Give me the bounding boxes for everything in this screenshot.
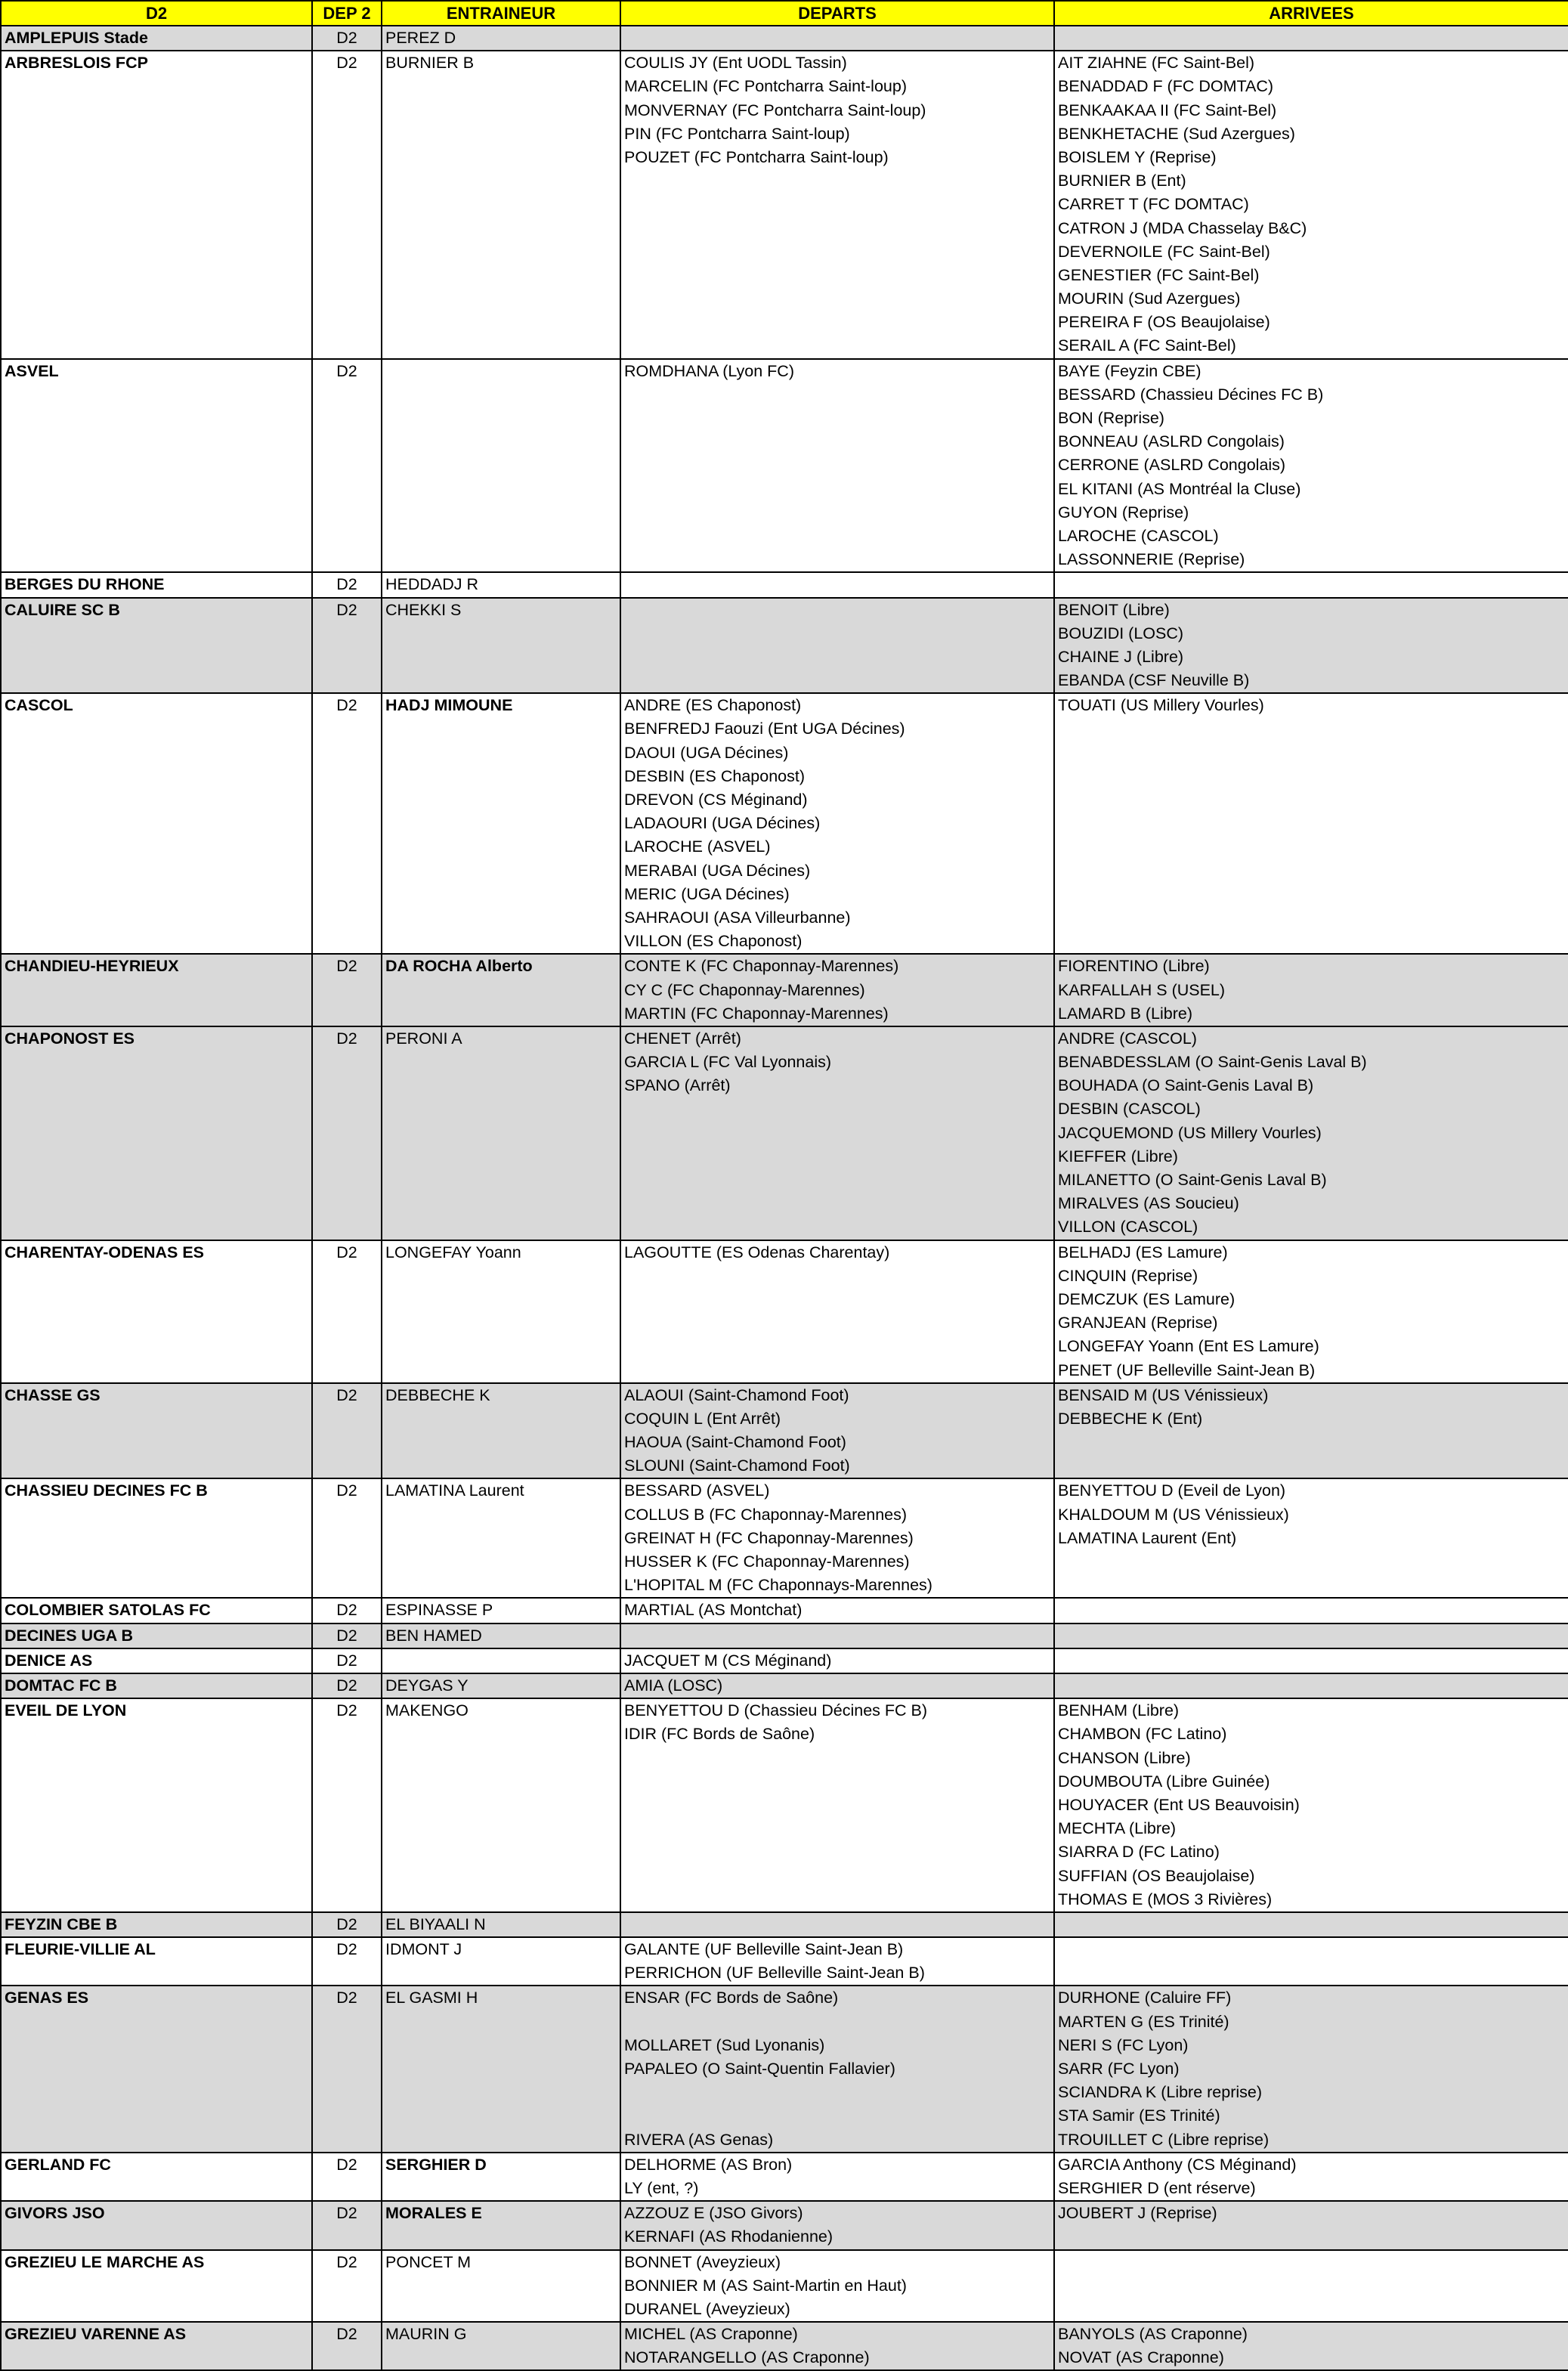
coach-name: LAMATINA Laurent — [382, 1478, 620, 1598]
arrivals-item: STA Samir (ES Trinité) — [1058, 2106, 1220, 2125]
arrivals — [1054, 359, 1568, 573]
division-level: D2 — [312, 2153, 382, 2201]
arrivals — [1054, 1026, 1568, 1240]
division-level: D2 — [312, 1598, 382, 1623]
departures-item: DELHORME (AS Bron) — [624, 2155, 793, 2174]
club-name: COLOMBIER SATOLAS FC — [1, 1598, 312, 1623]
arrivals-item: BESSARD (Chassieu Décines FC B) — [1058, 385, 1324, 404]
departures-item: L'HOPITAL M (FC Chaponnays-Marennes) — [624, 1576, 932, 1595]
coach-name: DEYGAS Y — [382, 1673, 620, 1698]
departures-item: ALAOUI (Saint-Chamond Foot) — [624, 1385, 849, 1404]
departures — [620, 1623, 1054, 1648]
club-name: GENAS ES — [1, 1986, 312, 2152]
division-level: D2 — [312, 1698, 382, 1912]
club-name: GIVORS JSO — [1, 2201, 312, 2249]
table-row — [1, 2322, 1568, 2370]
coach-name: MAURIN G — [382, 2322, 620, 2370]
arrivals — [1054, 1478, 1568, 1598]
arrivals-item: BON (Reprise) — [1058, 409, 1164, 428]
arrivals — [1054, 1383, 1568, 1479]
arrivals-item: BENYETTOU D (Eveil de Lyon) — [1058, 1481, 1286, 1500]
departures-item: HUSSER K (FC Chaponnay-Marennes) — [624, 1552, 910, 1571]
departures — [620, 572, 1054, 597]
departures — [620, 1937, 1054, 1986]
club-name: GREZIEU LE MARCHE AS — [1, 2250, 312, 2323]
coach-name: HADJ MIMOUNE — [382, 693, 620, 954]
departures-item: DESBIN (ES Chaponost) — [624, 766, 805, 785]
departures-item: LADAOURI (UGA Décines) — [624, 814, 821, 833]
arrivals-item: CARRET T (FC DOMTAC) — [1058, 195, 1249, 214]
table-row — [1, 1648, 1568, 1673]
departures-item: DURANEL (Aveyzieux) — [624, 2299, 790, 2318]
arrivals-item: AIT ZIAHNE (FC Saint-Bel) — [1058, 54, 1255, 73]
coach-name: PERONI A — [382, 1026, 620, 1240]
arrivals-item: GRANJEAN (Reprise) — [1058, 1314, 1218, 1333]
division-level: D2 — [312, 2322, 382, 2370]
arrivals — [1054, 2250, 1568, 2323]
arrivals-item: CINQUIN (Reprise) — [1058, 1266, 1198, 1285]
coach-name: HEDDADJ R — [382, 572, 620, 597]
departures-item: BESSARD (ASVEL) — [624, 1481, 770, 1500]
arrivals-item: SERGHIER D (ent réserve) — [1058, 2178, 1256, 2197]
header-departures: DEPARTS — [620, 1, 1054, 26]
header-level: DEP 2 — [312, 1, 382, 26]
club-name: DOMTAC FC B — [1, 1673, 312, 1698]
departures-item: MARTIN (FC Chaponnay-Marennes) — [624, 1004, 889, 1023]
departures-item: NOTARANGELLO (AS Craponne) — [624, 2348, 870, 2367]
division-level: D2 — [312, 359, 382, 573]
departures-item: PIN (FC Pontcharra Saint-loup) — [624, 124, 850, 143]
arrivals-item: BENSAID M (US Vénissieux) — [1058, 1385, 1269, 1404]
arrivals-item: SARR (FC Lyon) — [1058, 2060, 1180, 2078]
arrivals-item: SUFFIAN (OS Beaujolaise) — [1058, 1866, 1255, 1885]
arrivals-item: BENOIT (Libre) — [1058, 600, 1170, 619]
arrivals-item: BENHAM (Libre) — [1058, 1701, 1180, 1720]
departures-item: MONVERNAY (FC Pontcharra Saint-loup) — [624, 101, 926, 119]
departures-item: PAPALEO (O Saint-Quentin Fallavier) — [624, 2060, 895, 2078]
arrivals-item: LONGEFAY Yoann (Ent ES Lamure) — [1058, 1337, 1319, 1356]
table-row — [1, 1240, 1568, 1383]
club-name: ASVEL — [1, 359, 312, 573]
departures-item: SPANO (Arrêt) — [624, 1076, 731, 1095]
departures-item: BONNIER M (AS Saint-Martin en Haut) — [624, 2276, 907, 2295]
arrivals — [1054, 2322, 1568, 2370]
arrivals-item: DEMCZUK (ES Lamure) — [1058, 1289, 1236, 1308]
departures — [620, 1598, 1054, 1623]
arrivals-item: KHALDOUM M (US Vénissieux) — [1058, 1505, 1289, 1524]
table-row — [1, 598, 1568, 694]
arrivals — [1054, 1623, 1568, 1648]
arrivals-item: GARCIA Anthony (CS Méginand) — [1058, 2155, 1297, 2174]
arrivals-item: BAYE (Feyzin CBE) — [1058, 361, 1202, 380]
coach-name: PONCET M — [382, 2250, 620, 2323]
departures-item: MOLLARET (Sud Lyonanis) — [624, 2035, 825, 2054]
arrivals — [1054, 572, 1568, 597]
arrivals-item: BENKHETACHE (Sud Azergues) — [1058, 124, 1295, 143]
departures-item: JACQUET M (CS Méginand) — [624, 1651, 832, 1670]
table-row — [1, 572, 1568, 597]
arrivals-item: BOISLEM Y (Reprise) — [1058, 147, 1217, 166]
coach-name: BEN HAMED — [382, 1623, 620, 1648]
arrivals-item: LAMATINA Laurent (Ent) — [1058, 1528, 1237, 1547]
table-row — [1, 1598, 1568, 1623]
arrivals-item: MILANETTO (O Saint-Genis Laval B) — [1058, 1171, 1327, 1190]
departures-item: MERABAI (UGA Décines) — [624, 861, 811, 880]
departures-item: GREINAT H (FC Chaponnay-Marennes) — [624, 1528, 914, 1547]
coach-name: DEBBECHE K — [382, 1383, 620, 1479]
table-row — [1, 1986, 1568, 2152]
coach-name: EL GASMI H — [382, 1986, 620, 2152]
arrivals-item: LASSONNERIE (Reprise) — [1058, 550, 1245, 569]
club-name: AMPLEPUIS Stade — [1, 26, 312, 51]
club-name: ARBRESLOIS FCP — [1, 51, 312, 358]
arrivals-item: BOUZIDI (LOSC) — [1058, 624, 1184, 642]
table-row — [1, 1937, 1568, 1986]
arrivals-item: MIRALVES (AS Soucieu) — [1058, 1194, 1239, 1213]
division-level: D2 — [312, 1673, 382, 1698]
division-level: D2 — [312, 598, 382, 694]
departures — [620, 1478, 1054, 1598]
club-name: CHARENTAY-ODENAS ES — [1, 1240, 312, 1383]
departures — [620, 2250, 1054, 2323]
departures-item: IDIR (FC Bords de Saône) — [624, 1725, 815, 1744]
division-level: D2 — [312, 1240, 382, 1383]
table-row — [1, 359, 1568, 573]
departures-item: GARCIA L (FC Val Lyonnais) — [624, 1053, 832, 1072]
departures — [620, 693, 1054, 954]
departures-item: VILLON (ES Chaponost) — [624, 932, 803, 951]
arrivals-item: LAROCHE (CASCOL) — [1058, 526, 1219, 545]
arrivals-item: BONNEAU (ASLRD Congolais) — [1058, 432, 1285, 451]
arrivals-item: DURHONE (Caluire FF) — [1058, 1989, 1232, 2007]
arrivals-item: MECHTA (Libre) — [1058, 1819, 1177, 1838]
coach-name: DA ROCHA Alberto — [382, 954, 620, 1026]
club-name: EVEIL DE LYON — [1, 1698, 312, 1912]
club-name: FLEURIE-VILLIE AL — [1, 1937, 312, 1986]
departures-item: GALANTE (UF Belleville Saint-Jean B) — [624, 1940, 904, 1959]
arrivals — [1054, 1912, 1568, 1937]
division-level: D2 — [312, 1026, 382, 1240]
arrivals-item: BENABDESSLAM (O Saint-Genis Laval B) — [1058, 1053, 1367, 1072]
coach-name — [382, 1648, 620, 1673]
departures-item: CONTE K (FC Chaponnay-Marennes) — [624, 957, 899, 976]
departures-item: RIVERA (AS Genas) — [624, 2130, 774, 2149]
arrivals-item: SERAIL A (FC Saint-Bel) — [1058, 336, 1236, 355]
club-name: CHANDIEU-HEYRIEUX — [1, 954, 312, 1026]
departures-item: LAROCHE (ASVEL) — [624, 837, 771, 856]
division-level: D2 — [312, 51, 382, 358]
arrivals-item: ANDRE (CASCOL) — [1058, 1029, 1197, 1048]
departures-item: BENFREDJ Faouzi (Ent UGA Décines) — [624, 720, 905, 738]
departures-item: CHENET (Arrêt) — [624, 1029, 741, 1048]
departures-item: LAGOUTTE (ES Odenas Charentay) — [624, 1243, 890, 1261]
division-level: D2 — [312, 1623, 382, 1648]
arrivals-item: MARTEN G (ES Trinité) — [1058, 2012, 1229, 2031]
arrivals-item: FIORENTINO (Libre) — [1058, 957, 1210, 976]
division-level: D2 — [312, 1648, 382, 1673]
arrivals-item: PENET (UF Belleville Saint-Jean B) — [1058, 1360, 1316, 1379]
arrivals — [1054, 693, 1568, 954]
arrivals-item: LAMARD B (Libre) — [1058, 1004, 1193, 1023]
arrivals-item: EBANDA (CSF Neuville B) — [1058, 671, 1250, 690]
coach-name: PEREZ D — [382, 26, 620, 51]
departures — [620, 954, 1054, 1026]
coach-name — [382, 359, 620, 573]
table-row — [1, 1026, 1568, 1240]
coach-name: MAKENGO — [382, 1698, 620, 1912]
departures-item: POUZET (FC Pontcharra Saint-loup) — [624, 147, 889, 166]
arrivals-item: KARFALLAH S (USEL) — [1058, 980, 1226, 999]
departures — [620, 1383, 1054, 1479]
header-club: D2 — [1, 1, 312, 26]
club-name: GREZIEU VARENNE AS — [1, 2322, 312, 2370]
departures-item — [624, 2081, 1053, 2104]
coach-name: LONGEFAY Yoann — [382, 1240, 620, 1383]
departures-item: MARCELIN (FC Pontcharra Saint-loup) — [624, 77, 907, 96]
arrivals-item: GENESTIER (FC Saint-Bel) — [1058, 265, 1260, 284]
arrivals-item: VILLON (CASCOL) — [1058, 1218, 1198, 1237]
coach-name: SERGHIER D — [382, 2153, 620, 2201]
table-row — [1, 1478, 1568, 1598]
departures — [620, 1986, 1054, 2152]
club-name: CASCOL — [1, 693, 312, 954]
departures-item: SLOUNI (Saint-Chamond Foot) — [624, 1456, 850, 1475]
coach-name: ESPINASSE P — [382, 1598, 620, 1623]
departures — [620, 2153, 1054, 2201]
arrivals-item: TOUATI (US Millery Vourles) — [1058, 696, 1264, 715]
departures — [620, 1673, 1054, 1698]
departures-item — [624, 2010, 1053, 2034]
club-name: CHASSIEU DECINES FC B — [1, 1478, 312, 1598]
departures — [620, 51, 1054, 358]
table-row — [1, 1623, 1568, 1648]
coach-name: CHEKKI S — [382, 598, 620, 694]
table-row — [1, 693, 1568, 954]
arrivals-item: HOUYACER (Ent US Beauvoisin) — [1058, 1795, 1300, 1814]
coach-name: IDMONT J — [382, 1937, 620, 1986]
arrivals-item: SIARRA D (FC Latino) — [1058, 1843, 1220, 1862]
division-level: D2 — [312, 1937, 382, 1986]
arrivals-item: NOVAT (AS Craponne) — [1058, 2348, 1224, 2367]
club-name: CHAPONOST ES — [1, 1026, 312, 1240]
arrivals-item: JOUBERT J (Reprise) — [1058, 2204, 1217, 2223]
departures-item: AMIA (LOSC) — [624, 1676, 723, 1695]
coach-name: EL BIYAALI N — [382, 1912, 620, 1937]
table-row — [1, 51, 1568, 358]
departures — [620, 26, 1054, 51]
departures-item: ENSAR (FC Bords de Saône) — [624, 1989, 839, 2007]
table-row — [1, 1383, 1568, 1479]
arrivals-item: BENADDAD F (FC DOMTAC) — [1058, 77, 1274, 96]
arrivals — [1054, 2201, 1568, 2249]
arrivals-item: THOMAS E (MOS 3 Rivières) — [1058, 1890, 1273, 1908]
coach-name: BURNIER B — [382, 51, 620, 358]
arrivals — [1054, 1698, 1568, 1912]
departures-item: COQUIN L (Ent Arrêt) — [624, 1409, 781, 1428]
departures-item: PERRICHON (UF Belleville Saint-Jean B) — [624, 1964, 925, 1983]
club-name: CALUIRE SC B — [1, 598, 312, 694]
departures — [620, 1912, 1054, 1937]
departures — [620, 1698, 1054, 1912]
departures-item: MARTIAL (AS Montchat) — [624, 1601, 803, 1620]
arrivals-item: GUYON (Reprise) — [1058, 503, 1189, 522]
table-row — [1, 954, 1568, 1026]
departures-item: MICHEL (AS Craponne) — [624, 2325, 798, 2344]
arrivals-item: CERRONE (ASLRD Congolais) — [1058, 456, 1286, 475]
departures-item: BONNET (Aveyzieux) — [624, 2252, 781, 2271]
departures-item: ANDRE (ES Chaponost) — [624, 696, 802, 715]
division-level: D2 — [312, 2250, 382, 2323]
departures-item: KERNAFI (AS Rhodanienne) — [624, 2227, 833, 2246]
arrivals-item: BANYOLS (AS Craponne) — [1058, 2325, 1248, 2344]
arrivals-item: BOUHADA (O Saint-Genis Laval B) — [1058, 1076, 1314, 1095]
arrivals — [1054, 954, 1568, 1026]
departures-item: DAOUI (UGA Décines) — [624, 743, 789, 762]
header-coach: ENTRAINEUR — [382, 1, 620, 26]
arrivals — [1054, 2153, 1568, 2201]
arrivals — [1054, 1648, 1568, 1673]
arrivals — [1054, 1673, 1568, 1698]
division-level: D2 — [312, 954, 382, 1026]
arrivals-item: EL KITANI (AS Montréal la Cluse) — [1058, 479, 1301, 498]
division-level: D2 — [312, 2201, 382, 2249]
arrivals — [1054, 26, 1568, 51]
arrivals — [1054, 1240, 1568, 1383]
club-name: DENICE AS — [1, 1648, 312, 1673]
arrivals-item: CHAINE J (Libre) — [1058, 647, 1184, 666]
departures — [620, 2322, 1054, 2370]
departures-item — [624, 2104, 1053, 2128]
division-level: D2 — [312, 693, 382, 954]
division-level: D2 — [312, 1912, 382, 1937]
departures-item: BENYETTOU D (Chassieu Décines FC B) — [624, 1701, 928, 1720]
arrivals-item: SCIANDRA K (Libre reprise) — [1058, 2083, 1263, 2102]
departures-item: COULIS JY (Ent UODL Tassin) — [624, 54, 847, 73]
table-row — [1, 2201, 1568, 2249]
arrivals-item: CHAMBON (FC Latino) — [1058, 1725, 1227, 1744]
division-level: D2 — [312, 1986, 382, 2152]
departures-item: COLLUS B (FC Chaponnay-Marennes) — [624, 1505, 908, 1524]
departures — [620, 1026, 1054, 1240]
arrivals — [1054, 1598, 1568, 1623]
table-row — [1, 2153, 1568, 2201]
departures-item: HAOUA (Saint-Chamond Foot) — [624, 1433, 846, 1452]
departures — [620, 1648, 1054, 1673]
coach-name: MORALES E — [382, 2201, 620, 2249]
departures-item: MERIC (UGA Décines) — [624, 884, 790, 903]
club-name: BERGES DU RHONE — [1, 572, 312, 597]
arrivals-item: MOURIN (Sud Azergues) — [1058, 289, 1241, 308]
arrivals-item: KIEFFER (Libre) — [1058, 1147, 1178, 1165]
departures-item: LY (ent, ?) — [624, 2178, 699, 2197]
arrivals — [1054, 51, 1568, 358]
departures-item: DREVON (CS Méginand) — [624, 791, 808, 809]
arrivals — [1054, 1937, 1568, 1986]
club-name: GERLAND FC — [1, 2153, 312, 2201]
table-row — [1, 26, 1568, 51]
arrivals-item: DESBIN (CASCOL) — [1058, 1100, 1201, 1119]
departures — [620, 359, 1054, 573]
division-level: D2 — [312, 572, 382, 597]
header-arrivals: ARRIVEES — [1054, 1, 1568, 26]
departures-item: ROMDHANA (Lyon FC) — [624, 361, 794, 380]
club-name: FEYZIN CBE B — [1, 1912, 312, 1937]
departures — [620, 598, 1054, 694]
club-name: CHASSE GS — [1, 1383, 312, 1479]
arrivals — [1054, 598, 1568, 694]
arrivals-item: DEVERNOILE (FC Saint-Bel) — [1058, 242, 1270, 261]
arrivals-item: DEBBECHE K (Ent) — [1058, 1409, 1203, 1428]
arrivals-item: BENKAAKAA II (FC Saint-Bel) — [1058, 101, 1277, 119]
division-level: D2 — [312, 26, 382, 51]
table-body — [1, 26, 1568, 2370]
arrivals-item: TROUILLET C (Libre reprise) — [1058, 2130, 1270, 2149]
departures-item: CY C (FC Chaponnay-Marennes) — [624, 980, 865, 999]
arrivals-item: CHANSON (Libre) — [1058, 1748, 1191, 1767]
departures — [620, 2201, 1054, 2249]
arrivals-item: PEREIRA F (OS Beaujolaise) — [1058, 313, 1270, 332]
departures-item: SAHRAOUI (ASA Villeurbanne) — [624, 908, 851, 927]
arrivals-item: BELHADJ (ES Lamure) — [1058, 1243, 1228, 1261]
arrivals-item: DOUMBOUTA (Libre Guinée) — [1058, 1772, 1270, 1791]
arrivals — [1054, 1986, 1568, 2152]
table-row — [1, 1673, 1568, 1698]
club-name: DECINES UGA B — [1, 1623, 312, 1648]
header-row — [1, 1, 1568, 26]
departures — [620, 1240, 1054, 1383]
arrivals-item: NERI S (FC Lyon) — [1058, 2035, 1189, 2054]
departures-item: AZZOUZ E (JSO Givors) — [624, 2204, 803, 2223]
arrivals-item: CATRON J (MDA Chasselay B&C) — [1058, 218, 1307, 237]
arrivals-item: BURNIER B (Ent) — [1058, 172, 1186, 190]
arrivals-item: JACQUEMOND (US Millery Vourles) — [1058, 1123, 1322, 1142]
division-level: D2 — [312, 1383, 382, 1479]
table-row — [1, 1698, 1568, 1912]
division-level: D2 — [312, 1478, 382, 1598]
table-row — [1, 2250, 1568, 2323]
table-row — [1, 1912, 1568, 1937]
